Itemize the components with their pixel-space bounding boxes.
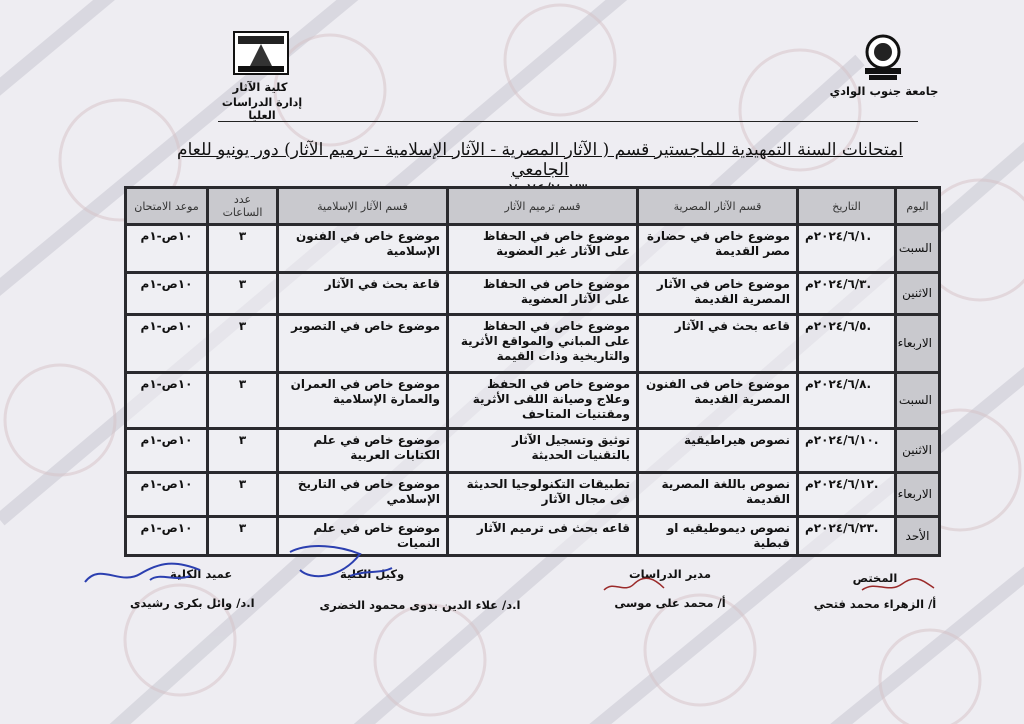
studies-name: أ/ محمد على موسى xyxy=(614,596,726,610)
cell-hours: ٣ xyxy=(208,315,278,373)
cell-date: ٢٠٢٤/٦/٣م. xyxy=(798,273,896,315)
faculty-logo xyxy=(232,30,290,80)
cell-time: ١٠ص-١م xyxy=(126,429,208,473)
cell-time: ١٠ص-١م xyxy=(126,273,208,315)
title-line-1: امتحانات السنة التمهيدية للماجستير قسم ( الآثار المصرية - الآثار الإسلامية - ترميم الآثار) دور يونيو للعام الجامعي xyxy=(177,140,903,180)
header-islamic: قسم الآثار الإسلامية xyxy=(278,188,448,225)
table-row xyxy=(126,473,940,517)
table-row xyxy=(126,429,940,473)
cell-date: ٢٠٢٤/٦/٨م. xyxy=(798,373,896,429)
cell-time: ١٠ص-١م xyxy=(126,225,208,273)
header-hours: عدد الساعات xyxy=(208,188,278,225)
faculty-name: كلية الآثار xyxy=(232,80,288,94)
cell-date: ٢٠٢٤/٦/١م. xyxy=(798,225,896,273)
university-logo xyxy=(858,30,908,86)
header-restoration: قسم ترميم الآثار xyxy=(448,188,638,225)
cell-restoration: موضوع خاص في الحفاظ على الآثار العضوية xyxy=(448,273,638,315)
studies-handwritten-signature xyxy=(600,574,670,598)
header-date: التاريخ xyxy=(798,188,896,225)
cell-egyptian: قاعه بحث في الآثار xyxy=(638,315,798,373)
cell-restoration: موضوع خاص في الحفاظ على الآثار غير العضوية xyxy=(448,225,638,273)
cell-day: الأحد xyxy=(896,517,940,556)
cell-islamic: موضوع خاص في التاريخ الإسلامي xyxy=(278,473,448,517)
cell-hours: ٣ xyxy=(208,473,278,517)
header-day: اليوم xyxy=(896,188,940,225)
cell-egyptian: نصوص ديموطيقيه او قبطية xyxy=(638,517,798,556)
cell-time: ١٠ص-١م xyxy=(126,315,208,373)
header-divider xyxy=(218,121,918,122)
dean-name: ا.د/ وائل بكرى رشيدى xyxy=(130,596,255,610)
vice-dean-handwritten-signature xyxy=(280,540,400,586)
cell-time: ١٠ص-١م xyxy=(126,373,208,429)
cell-egyptian: موضوع خاص في حضارة مصر القديمة xyxy=(638,225,798,273)
cell-date: ٢٠٢٤/٦/٢٣م. xyxy=(798,517,896,556)
cell-islamic: موضوع خاص في علم الكتابات العربية xyxy=(278,429,448,473)
cell-day: الاربعاء xyxy=(896,473,940,517)
specialist-name: أ/ الزهراء محمد فتحي xyxy=(813,597,937,611)
vice-title: وكيل الكلية xyxy=(340,567,405,581)
cell-hours: ٣ xyxy=(208,273,278,315)
cell-date: ٢٠٢٤/٦/٥م. xyxy=(798,315,896,373)
table-row xyxy=(126,273,940,315)
cell-egyptian: نصوص باللغة المصرية القديمة xyxy=(638,473,798,517)
cell-hours: ٣ xyxy=(208,517,278,556)
cell-egyptian: موضوع خاص فى الفنون المصرية القديمة xyxy=(638,373,798,429)
cell-egyptian: موضوع خاص في الآثار المصرية القديمة xyxy=(638,273,798,315)
vice-name: ا.د/ علاء الدين بدوى محمود الخضرى xyxy=(319,598,521,612)
department-name: إدارة الدراسات العليا xyxy=(221,96,303,122)
table-row xyxy=(126,373,940,429)
cell-islamic: موضوع خاص في الفنون الإسلامية xyxy=(278,225,448,273)
header-egyptian: قسم الآثار المصرية xyxy=(638,188,798,225)
dean-handwritten-signature xyxy=(80,552,210,592)
cell-hours: ٣ xyxy=(208,225,278,273)
cell-day: السبت xyxy=(896,373,940,429)
cell-day: الاثنين xyxy=(896,273,940,315)
cell-day: السبت xyxy=(896,225,940,273)
dean-title: عميد الكلية xyxy=(170,567,233,581)
specialist-title: المختص xyxy=(852,571,898,585)
cell-restoration: تطبيقات التكنولوجيا الحديثة فى مجال الآثار xyxy=(448,473,638,517)
cell-date: ٢٠٢٤/٦/١٢م. xyxy=(798,473,896,517)
cell-restoration: توثيق وتسجيل الآثار بالتقنيات الحديثة xyxy=(448,429,638,473)
cell-islamic: موضوع خاص في التصوير xyxy=(278,315,448,373)
table-row xyxy=(126,225,940,273)
table-row xyxy=(126,517,940,556)
cell-islamic: موضوع خاص في العمران والعمارة الإسلامية xyxy=(278,373,448,429)
cell-date: ٢٠٢٤/٦/١٠م. xyxy=(798,429,896,473)
cell-hours: ٣ xyxy=(208,429,278,473)
table-header-row xyxy=(126,188,940,225)
cell-egyptian: نصوص هيراطيقية xyxy=(638,429,798,473)
specialist-handwritten-signature xyxy=(858,576,938,598)
exam-schedule-table xyxy=(124,186,941,557)
cell-time: ١٠ص-١م xyxy=(126,473,208,517)
table-row xyxy=(126,315,940,373)
cell-time: ١٠ص-١م xyxy=(126,517,208,556)
cell-islamic: موضوع خاص في علم النميات xyxy=(278,517,448,556)
cell-restoration: موضوع خاص في الحفاظ على المباني والمواقع الأثرية والتاريخية وذات القيمة xyxy=(448,315,638,373)
header-time: موعد الامتحان xyxy=(126,188,208,225)
studies-title: مدير الدراسات xyxy=(629,567,711,581)
university-name: جامعة جنوب الوادي xyxy=(829,84,939,98)
cell-day: الاثنين xyxy=(896,429,940,473)
cell-restoration: موضوع خاص في الحفظ وعلاج وصيانة اللقى الأثرية ومقتنيات المتاحف xyxy=(448,373,638,429)
cell-hours: ٣ xyxy=(208,373,278,429)
cell-day: الاربعاء xyxy=(896,315,940,373)
cell-restoration: قاعه بحث فى ترميم الآثار xyxy=(448,517,638,556)
cell-islamic: قاعة بحث في الآثار xyxy=(278,273,448,315)
